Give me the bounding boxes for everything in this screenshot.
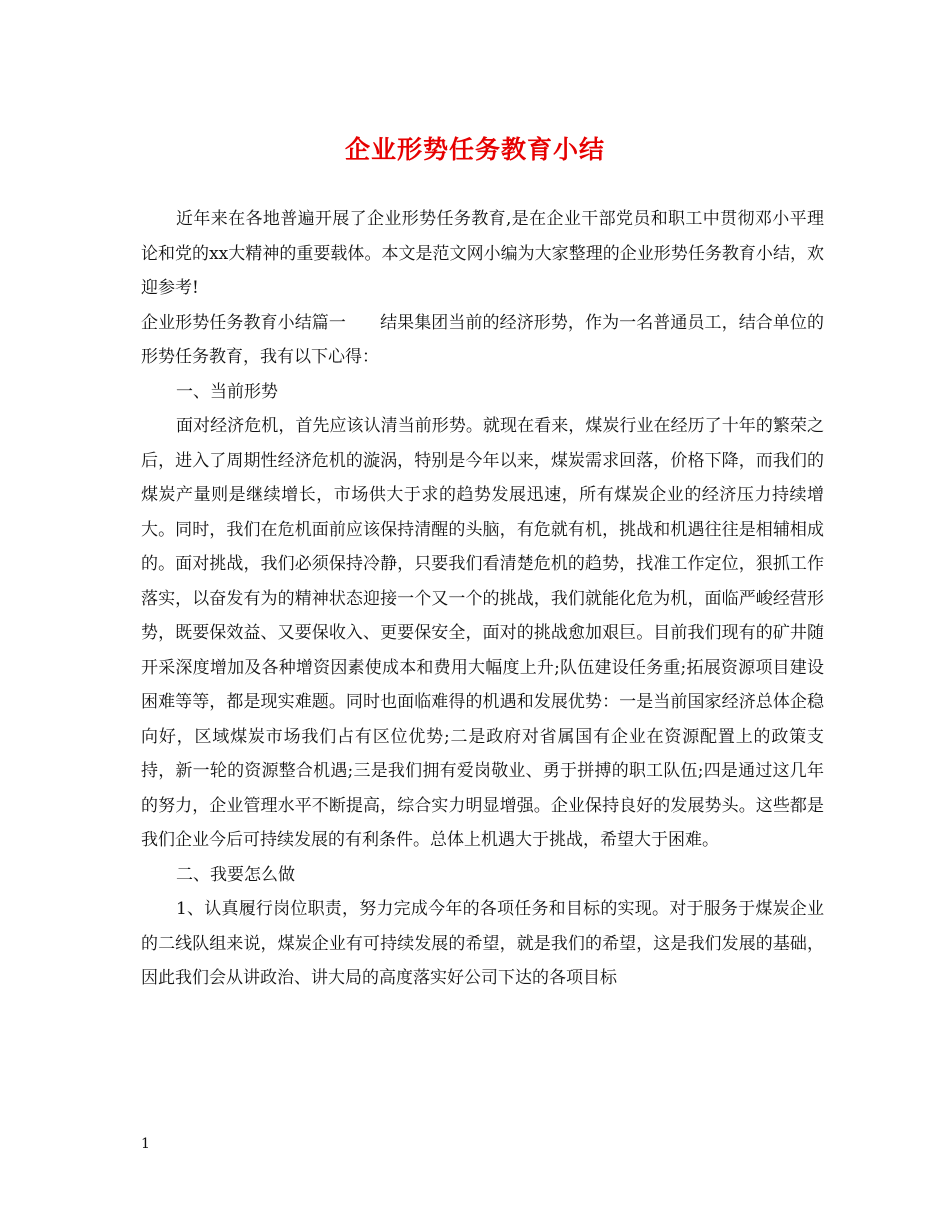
- paragraph-current-situation: 面对经济危机，首先应该认清当前形势。就现在看来，煤炭行业在经历了十年的繁荣之后，进入了周期性经济危机的漩涡，特别是今年以来，煤炭需求回落，价格下降，而我们的煤炭产量则是继续增长，市场供大于求的趋势发展迅速，所有煤炭企业的经济压力持续增大。同时，我们在危机面前应该保持清醒的头脑，有危就有机，挑战和机遇往往是相辅相成的。面对挑战，我们必须保持冷静，只要我们看清楚危机的趋势，找准工作定位，狠抓工作落实，以奋发有为的精神状态迎接一个又一个的挑战，我们就能化危为机，面临严峻经营形势，既要保效益、又要保收入、更要保安全，面对的挑战愈加艰巨。目前我们现有的矿井随开采深度增加及各种增资因素使成本和费用大幅度上升;队伍建设任务重;拓展资源项目建设困难等等，都是现实难题。同时也面临难得的机遇和发展优势：一是当前国家经济总体企稳向好，区域煤炭市场我们占有区位优势;二是政府对省属国有企业在资源配置上的政策支持，新一轮的资源整合机遇;三是我们拥有爱岗敬业、勇于拼搏的职工队伍;四是通过这几年的努力，企业管理水平不断提高，综合实力明显增强。企业保持良好的发展势头。这些都是我们企业今后可持续发展的有利条件。总体上机遇大于挑战，希望大于困难。: [141, 416, 824, 850]
- document-title: 企业形势任务教育小结: [344, 135, 605, 164]
- paragraph-intro: 近年来在各地普遍开展了企业形势任务教育,是在企业干部党员和职工中贯彻邓小平理论和党的xx大精神的重要载体。本文是范文网小编为大家整理的企业形势任务教育小结，欢迎参考!: [141, 209, 824, 298]
- document-body: [141, 202, 824, 996]
- paragraph-part-one-lead: 企业形势任务教育小结篇一 结果集团当前的经济形势，作为一名普通员工，结合单位的形势任务教育，我有以下心得：: [141, 312, 824, 367]
- section-heading-what-to-do: 二、我要怎么做: [176, 864, 295, 885]
- section-heading-current-situation: 一、当前形势: [176, 381, 278, 402]
- paragraph-duty: 1、认真履行岗位职责，努力完成今年的各项任务和目标的实现。对于服务于煤炭企业的二线队组来说，煤炭企业有可持续发展的希望，就是我们的希望，这是我们发展的基础，因此我们会从讲政治、讲大局的高度落实好公司下达的各项目标: [141, 899, 824, 988]
- page-number: 1: [141, 1136, 150, 1152]
